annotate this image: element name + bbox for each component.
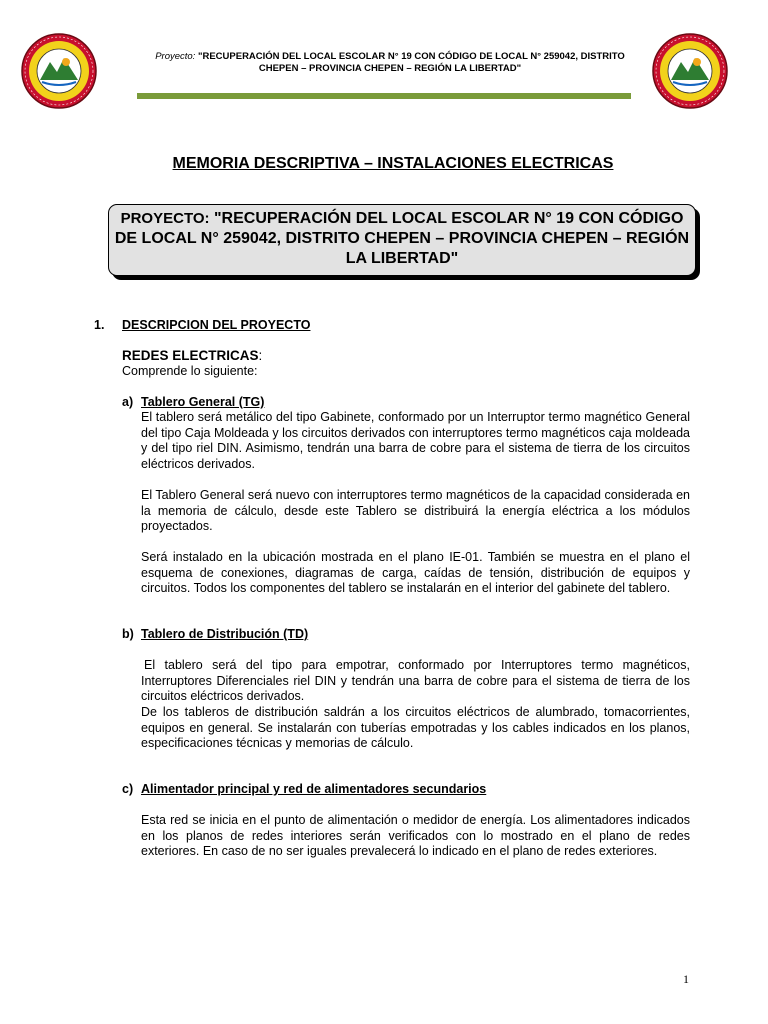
intro-text: Comprende lo siguiente: <box>122 364 258 378</box>
item-a-paragraph-1: El tablero será metálico del tipo Gabinete, conformado por un Interruptor termo magnético General del tipo Caja Moldeada y los circuitos derivados con interruptores termo magnéticos caja moldeada y del tipo riel DIN. Asimismo, tendrán una barra de cobre para el sistema de tierra de los circuitos eléctricos derivados. <box>141 410 690 471</box>
item-a-paragraph-2: El Tablero General será nuevo con interruptores termo magnéticos de la capacidad considerada en la memoria de cálculo, desde este Tablero se distribuirá la energía eléctrica a los módulos proyectados. <box>141 488 690 533</box>
item-b-paragraph-2: De los tableros de distribución saldrán a los circuitos eléctricos de alumbrado, tomacorrientes, equipos en general. Se instalarán con tuberías empotradas y los cables indicados en los planos, especificaciones técnicas y memorias de cálculo. <box>141 705 690 750</box>
page-header <box>140 51 640 75</box>
subheading <box>122 348 262 364</box>
header-divider <box>137 93 631 99</box>
subheading-colon: : <box>258 348 263 363</box>
item-b-paragraph-1: El tablero será del tipo para empotrar, conformado por Interruptores termo magnéticos, Interruptores Diferenciales riel DIN y tendrán una barra de cobre para el sistema de tierra de los circuitos eléctricos derivados. <box>141 658 690 703</box>
item-b-title: Tablero de Distribución (TD) <box>141 627 309 641</box>
institution-seal-left-icon <box>20 32 98 110</box>
subheading-text: REDES ELECTRICAS <box>122 348 259 363</box>
section-title: DESCRIPCION DEL PROYECTO <box>122 318 311 332</box>
item-a-marker: a) <box>122 395 134 409</box>
item-c-paragraph-1: Esta red se inicia en el punto de alimentación o medidor de energía. Los alimentadores indicados en los planos de redes interiores serán verificados con lo mostrado en el plano de redes exteriores. En caso de no ser iguales prevalecerá lo indicado en el plano de redes exteriores. <box>141 813 690 858</box>
project-box <box>108 204 696 276</box>
institution-seal-right-icon <box>651 32 729 110</box>
item-a-paragraph-3: Será instalado en la ubicación mostrada en el plano IE-01. También se muestra en el plano el esquema de conexiones, diagramas de carga, caídas de tensión, distribución de equipos y circuitos. Todos los componentes del tablero se instalarán en el interior del gabinete del tablero. <box>141 550 690 595</box>
section-number: 1. <box>94 318 105 332</box>
header-project-text: "RECUPERACIÓN DEL LOCAL ESCOLAR N° 19 CON CÓDIGO DE LOCAL N° 259042, DISTRITO CHEPEN – PROVINCIA CHEPEN – REGIÓN LA LIBERTAD" <box>197 51 625 74</box>
item-a-title: Tablero General (TG) <box>141 395 265 409</box>
item-c-title: Alimentador principal y red de alimentadores secundarios <box>141 782 487 796</box>
document-title: MEMORIA DESCRIPTIVA – INSTALACIONES ELECTRICAS <box>172 155 614 172</box>
page-number: 1 <box>683 972 689 986</box>
item-c-marker: c) <box>122 782 134 796</box>
project-text: "RECUPERACIÓN DEL LOCAL ESCOLAR N° 19 CON CÓDIGO DE LOCAL N° 259042, DISTRITO CHEPEN – PROVINCIA CHEPEN – REGIÓN LA LIBERTAD" <box>114 210 690 267</box>
item-b-marker: b) <box>122 627 134 641</box>
project-label: PROYECTO: <box>120 210 210 227</box>
header-label: Proyecto: <box>155 51 196 62</box>
